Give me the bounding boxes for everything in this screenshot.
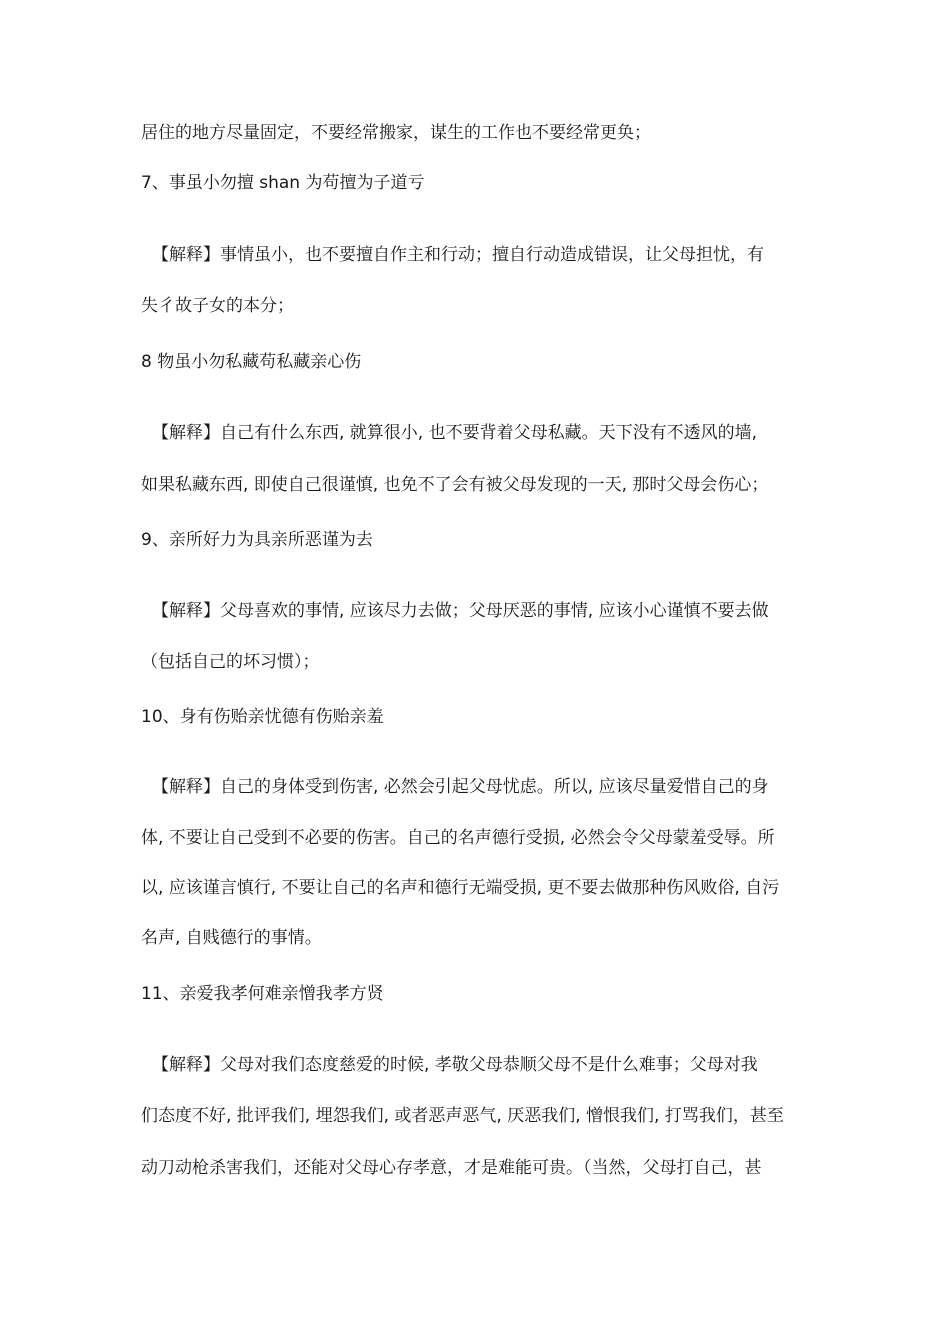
explanation-line: 动刀动枪杀害我们，还能对父母心存孝意，才是难能可贵。（当然，父母打自己，甚 — [141, 1158, 762, 1178]
section-heading-10: 10、身有伤贻亲忧德有伤贻亲羞 — [141, 707, 384, 727]
explanation-line: 以, 应该谨言慎行, 不要让自己的名声和德行无端受损, 更不要去做那种伤风败俗, 自污 — [141, 878, 780, 898]
explanation-line: 【解释】自己有什么东西, 就算很小, 也不要背着父母私藏。天下没有不透风的墙, — [152, 423, 758, 443]
explanation-line: （包括自己的坏习惯）； — [141, 652, 320, 672]
explanation-line: 体, 不要让自己受到不必要的伤害。自己的名声德行受损, 必然会令父母蒙羞受辱。所 — [141, 828, 775, 848]
explanation-line: 【解释】自己的身体受到伤害, 必然会引起父母忧虑。所以, 应该尽量爱惜自己的身 — [152, 777, 769, 797]
text-line: 居住的地方尽量固定，不要经常搬家，谋生的工作也不要经常更奂； — [141, 123, 651, 143]
explanation-line: 如果私藏东西, 即使自己很谨慎, 也免不了会有被父母发现的一天, 那时父母会伤心； — [141, 475, 769, 495]
section-heading-7: 7、事虽小勿擅 shan 为苟擅为子道亏 — [141, 173, 425, 193]
section-heading-8: 8 物虽小勿私藏苟私藏亲心伤 — [141, 352, 362, 372]
explanation-line: 们态度不好, 批评我们, 埋怨我们, 或者恶声恶气, 厌恶我们, 憎恨我们, 打骂我们，甚至 — [141, 1106, 784, 1126]
section-heading-9: 9、亲所好力为具亲所恶谨为去 — [141, 530, 373, 550]
explanation-line: 名声, 自贱德行的事情。 — [141, 928, 322, 948]
explanation-line: 【解释】事情虽小，也不要擅自作主和行动；擅自行动造成错误，让父母担忧，有 — [152, 245, 764, 265]
explanation-line: 【解释】父母喜欢的事情, 应该尽力去做；父母厌恶的事情, 应该小心谨慎不要去做 — [152, 601, 769, 621]
explanation-line: 失彳故子女的本分； — [141, 296, 294, 316]
section-heading-11: 11、亲爱我孝何难亲憎我孝方贤 — [141, 984, 384, 1004]
explanation-line: 【解释】父母对我们态度慈爱的时候, 孝敬父母恭顺父母不是什么难事；父母对我 — [152, 1055, 758, 1075]
